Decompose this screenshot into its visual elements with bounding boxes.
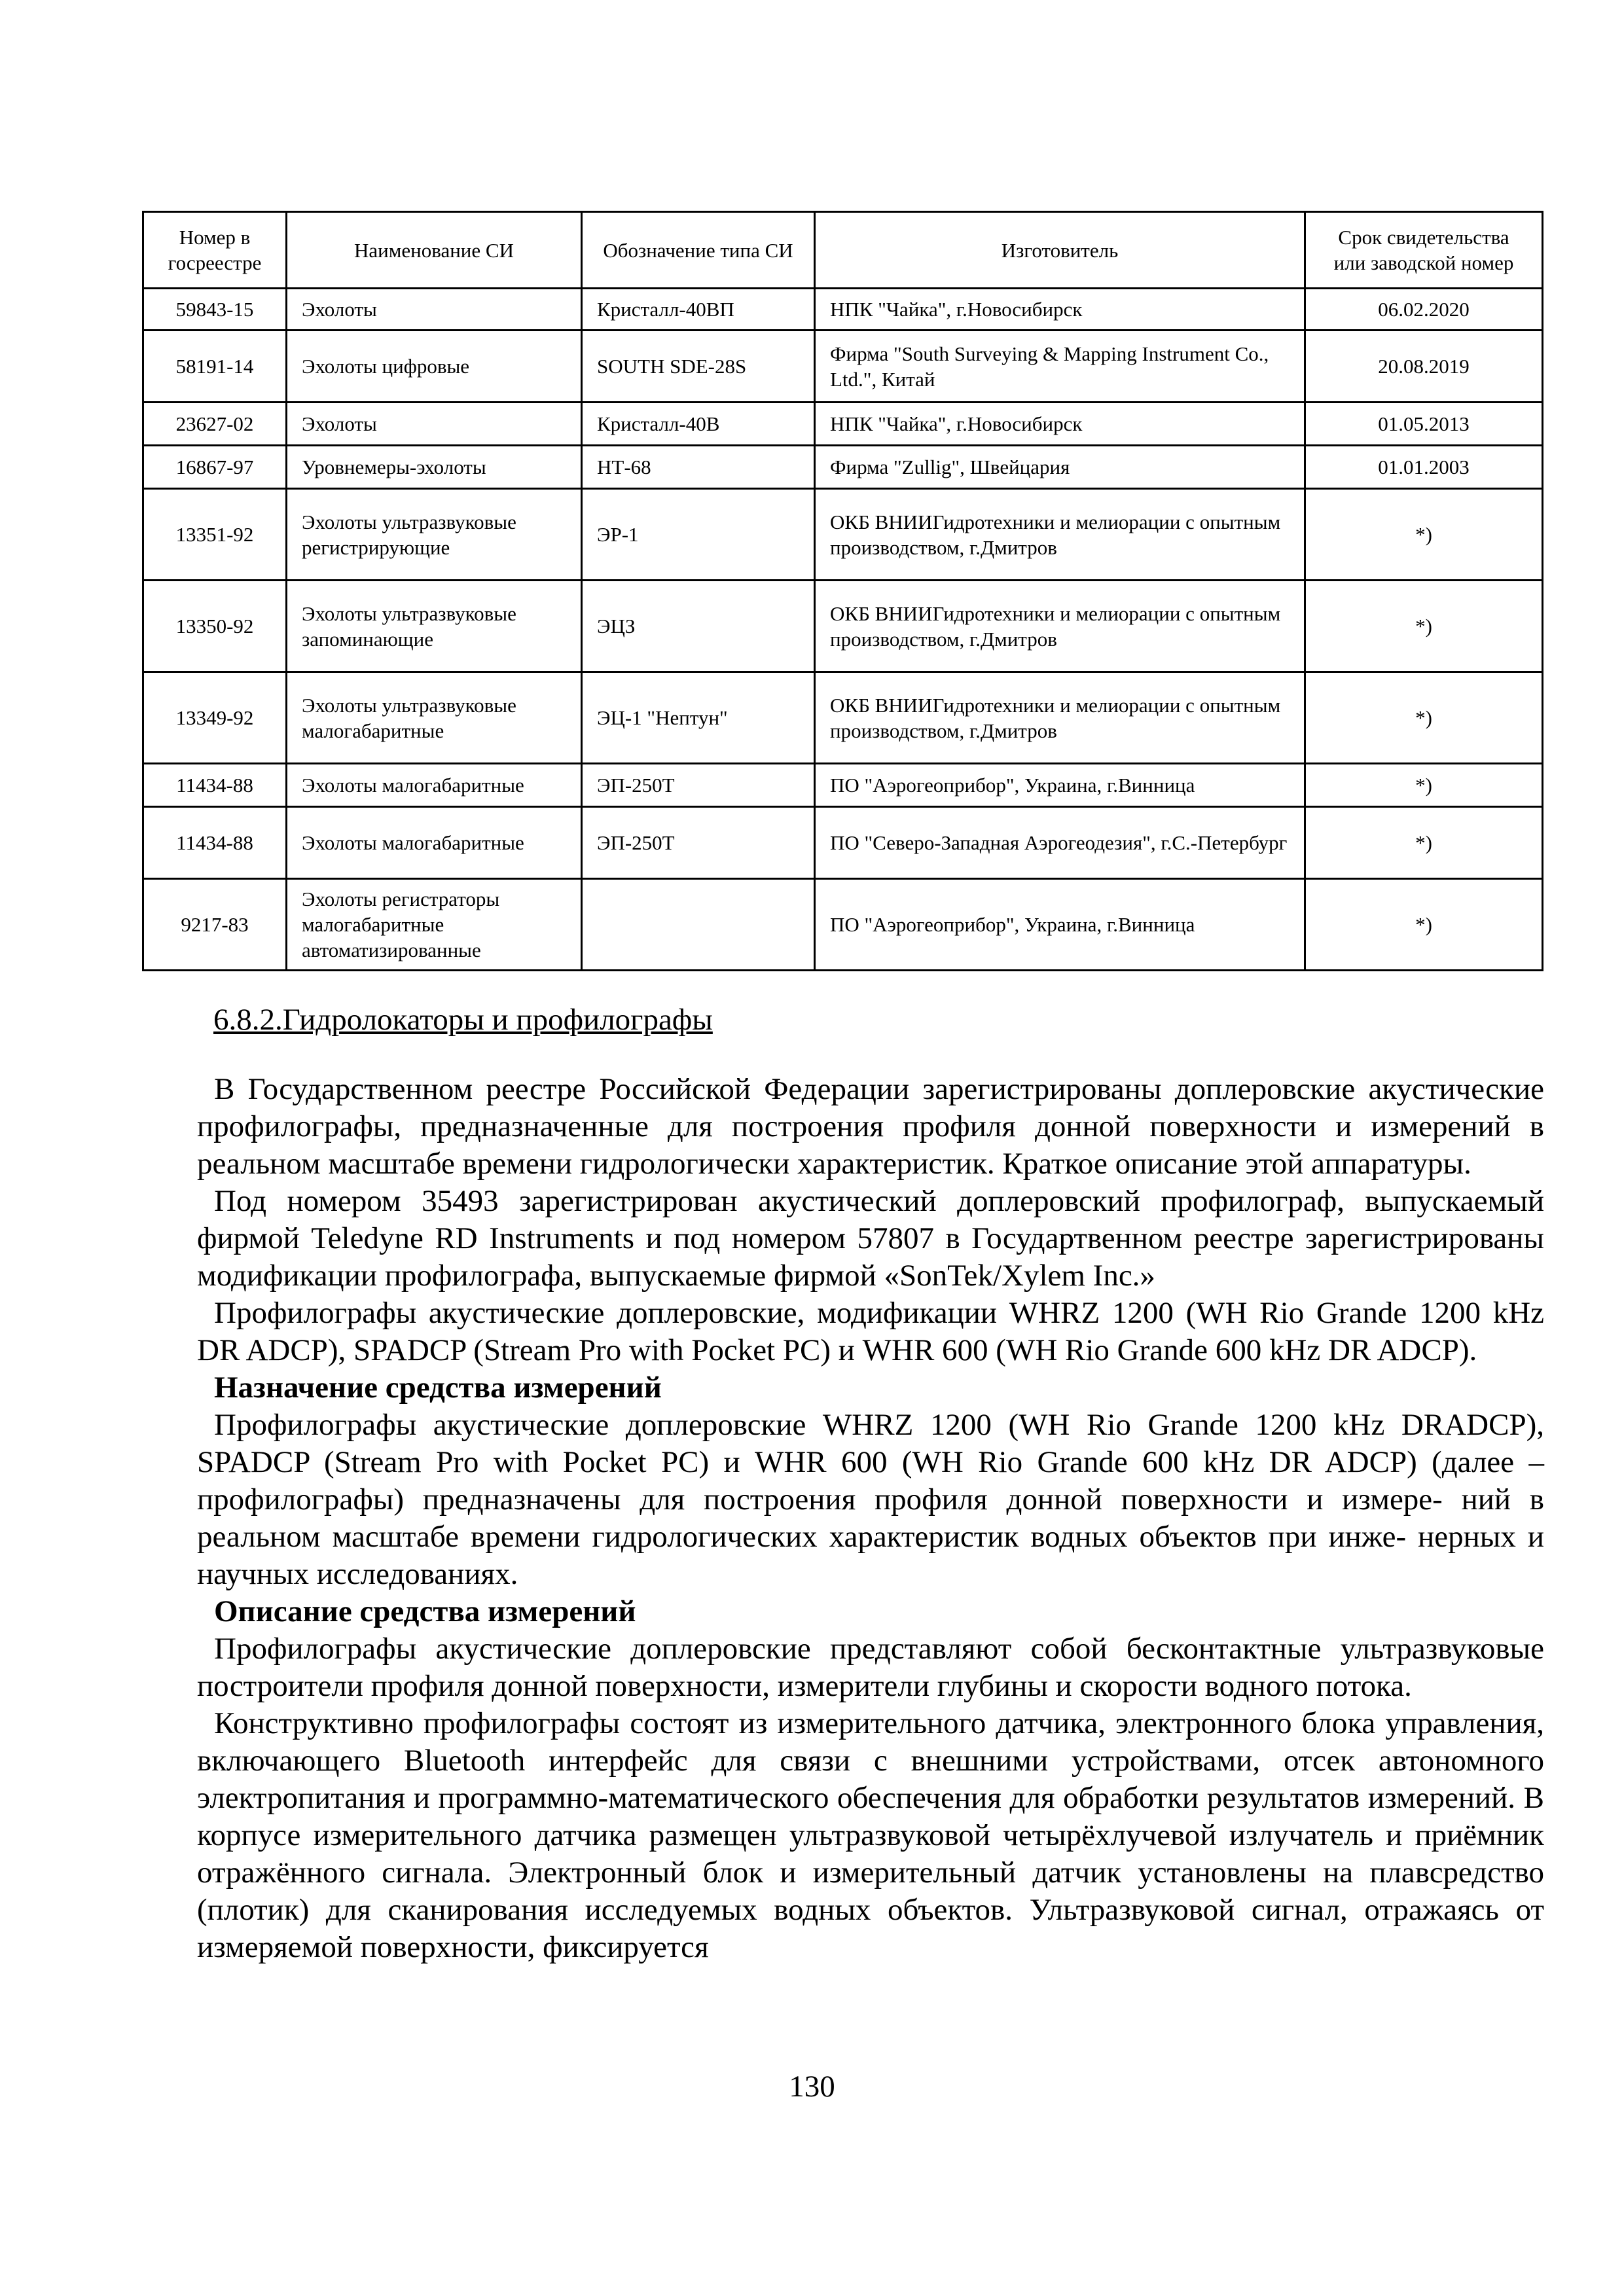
cell-type-designation: ЭЦ-1 "Нептун" [582, 672, 815, 764]
table-row [143, 403, 1543, 446]
header-registry-number: Номер в госреестре [143, 212, 287, 289]
paragraph: Профилографы акустические доплеровские представляют собой бесконтактные ультразвуковые построители профиля донной поверхности, измерители глубины и скорости водного потока. [197, 1632, 1544, 1703]
table-row [143, 764, 1543, 807]
cell-certificate-term: *) [1305, 807, 1543, 879]
cell-manufacturer: НПК "Чайка", г.Новосибирск [815, 289, 1305, 331]
table-row [143, 446, 1543, 489]
table-row [143, 807, 1543, 879]
cell-certificate-term: 01.01.2003 [1305, 446, 1543, 489]
cell-manufacturer: ПО "Северо-Западная Аэрогеодезия", г.С.-Петербург [815, 807, 1305, 879]
cell-certificate-term: 06.02.2020 [1305, 289, 1543, 331]
header-certificate-term: Срок свидетельства или заводской номер [1305, 212, 1543, 289]
cell-registry-number: 11434-88 [143, 764, 287, 807]
cell-instrument-name: Эхолоты цифровые [287, 331, 582, 403]
cell-manufacturer: ОКБ ВНИИГидротехники и мелиорации с опытным производством, г.Дмитров [815, 489, 1305, 581]
cell-registry-number: 58191-14 [143, 331, 287, 403]
subheading-description: Описание средства измерений [214, 1594, 636, 1628]
cell-registry-number: 13350-92 [143, 581, 287, 672]
paragraph: В Государственном реестре Российской Федерации зарегистрированы доплеровские акустические профилографы, предназначенные для построения профиля донной поверхности и измерений в реальном масштабе времени гидрологически характеристик. Краткое описание этой аппаратуры. [197, 1072, 1544, 1181]
cell-instrument-name: Эхолоты малогабаритные [287, 764, 582, 807]
cell-instrument-name: Уровнемеры-эхолоты [287, 446, 582, 489]
cell-type-designation: ЭЦЗ [582, 581, 815, 672]
cell-type-designation [582, 879, 815, 971]
cell-type-designation: Кристалл-40ВП [582, 289, 815, 331]
cell-instrument-name: Эхолоты ультразвуковые запоминающие [287, 581, 582, 672]
cell-instrument-name: Эхолоты ультразвуковые малогабаритные [287, 672, 582, 764]
paragraph: Профилографы акустические доплеровские WHRZ 1200 (WH Rio Grande 1200 kHz DRADCP), SPADCP (Stream Pro with Pocket PC) и WHR 600 (WH Rio Grande 600 kHz DR ADCP) (далее – профилографы) предназначены для построения профиля донной поверхности и измере- ний в реальном масштабе времени гидрологических характеристик водных объектов при инже- нерных и научных исследованиях. [197, 1408, 1544, 1591]
cell-type-designation: Кристалл-40В [582, 403, 815, 446]
cell-manufacturer: НПК "Чайка", г.Новосибирск [815, 403, 1305, 446]
paragraph: Конструктивно профилографы состоят из измерительного датчика, электронного блока управления, включающего Bluetooth интерфейс для связи с внешними устройствами, отсек автономного электропитания и программно-математического обеспечения для обработки результатов измерений. В корпусе измерительного датчика размещен ультразвуковой четырёхлучевой излучатель и приёмник отражённого сигнала. Электронный блок и измерительный датчик установлены на плавсредство (плотик) для сканирования исследуемых водных объектов. Ультразвуковой сигнал, отражаясь от измеряемой поверхности, фиксируется [197, 1706, 1544, 1964]
cell-type-designation: SOUTH SDE-28S [582, 331, 815, 403]
table-row [143, 672, 1543, 764]
cell-type-designation: ЭП-250Т [582, 807, 815, 879]
cell-manufacturer: ОКБ ВНИИГидротехники и мелиорации с опытным производством, г.Дмитров [815, 672, 1305, 764]
body-text [197, 1071, 1544, 1966]
cell-manufacturer: ПО "Аэрогеоприбор", Украина, г.Винница [815, 879, 1305, 971]
cell-certificate-term: *) [1305, 764, 1543, 807]
registry-table [142, 211, 1543, 971]
cell-registry-number: 59843-15 [143, 289, 287, 331]
page-number: 130 [789, 2070, 835, 2104]
table-row [143, 289, 1543, 331]
header-type-designation: Обозначение типа СИ [582, 212, 815, 289]
cell-registry-number: 13349-92 [143, 672, 287, 764]
cell-certificate-term: *) [1305, 489, 1543, 581]
table-row [143, 489, 1543, 581]
table-row [143, 879, 1543, 971]
cell-type-designation: НТ-68 [582, 446, 815, 489]
cell-registry-number: 9217-83 [143, 879, 287, 971]
cell-certificate-term: *) [1305, 672, 1543, 764]
cell-registry-number: 16867-97 [143, 446, 287, 489]
paragraph: Под номером 35493 зарегистрирован акустический доплеровский профилограф, выпускаемый фирмой Teledyne RD Instruments и под номером 57807 в Государтвенном реестре зарегистрированы модификации профилографа, выпускаемые фирмой «SonTek/Xylem Inc.» [197, 1184, 1544, 1293]
cell-certificate-term: 01.05.2013 [1305, 403, 1543, 446]
cell-registry-number: 13351-92 [143, 489, 287, 581]
cell-certificate-term: 20.08.2019 [1305, 331, 1543, 403]
table-row [143, 331, 1543, 403]
cell-manufacturer: ПО "Аэрогеоприбор", Украина, г.Винница [815, 764, 1305, 807]
cell-registry-number: 11434-88 [143, 807, 287, 879]
section-title: 6.8.2.Гидролокаторы и профилографы [213, 1003, 713, 1037]
cell-manufacturer: ОКБ ВНИИГидротехники и мелиорации с опытным производством, г.Дмитров [815, 581, 1305, 672]
table-row [143, 581, 1543, 672]
cell-type-designation: ЭР-1 [582, 489, 815, 581]
cell-manufacturer: Фирма "South Surveying & Mapping Instrument Co., Ltd.", Китай [815, 331, 1305, 403]
cell-instrument-name: Эхолоты регистраторы малогабаритные автоматизированные [287, 879, 582, 971]
cell-registry-number: 23627-02 [143, 403, 287, 446]
cell-instrument-name: Эхолоты [287, 403, 582, 446]
cell-certificate-term: *) [1305, 879, 1543, 971]
cell-instrument-name: Эхолоты малогабаритные [287, 807, 582, 879]
cell-instrument-name: Эхолоты [287, 289, 582, 331]
paragraph: Профилографы акустические доплеровские, модификации WHRZ 1200 (WH Rio Grande 1200 kHz DR ADCP), SPADCP (Stream Pro with Pocket PC) и WHR 600 (WH Rio Grande 600 kHz DR ADCP). [197, 1296, 1544, 1367]
subheading-purpose: Назначение средства измерений [214, 1371, 662, 1405]
header-manufacturer: Изготовитель [815, 212, 1305, 289]
cell-instrument-name: Эхолоты ультразвуковые регистрирующие [287, 489, 582, 581]
table-header-row [143, 212, 1543, 289]
cell-type-designation: ЭП-250Т [582, 764, 815, 807]
cell-certificate-term: *) [1305, 581, 1543, 672]
cell-manufacturer: Фирма "Zullig", Швейцария [815, 446, 1305, 489]
header-instrument-name: Наименование СИ [287, 212, 582, 289]
